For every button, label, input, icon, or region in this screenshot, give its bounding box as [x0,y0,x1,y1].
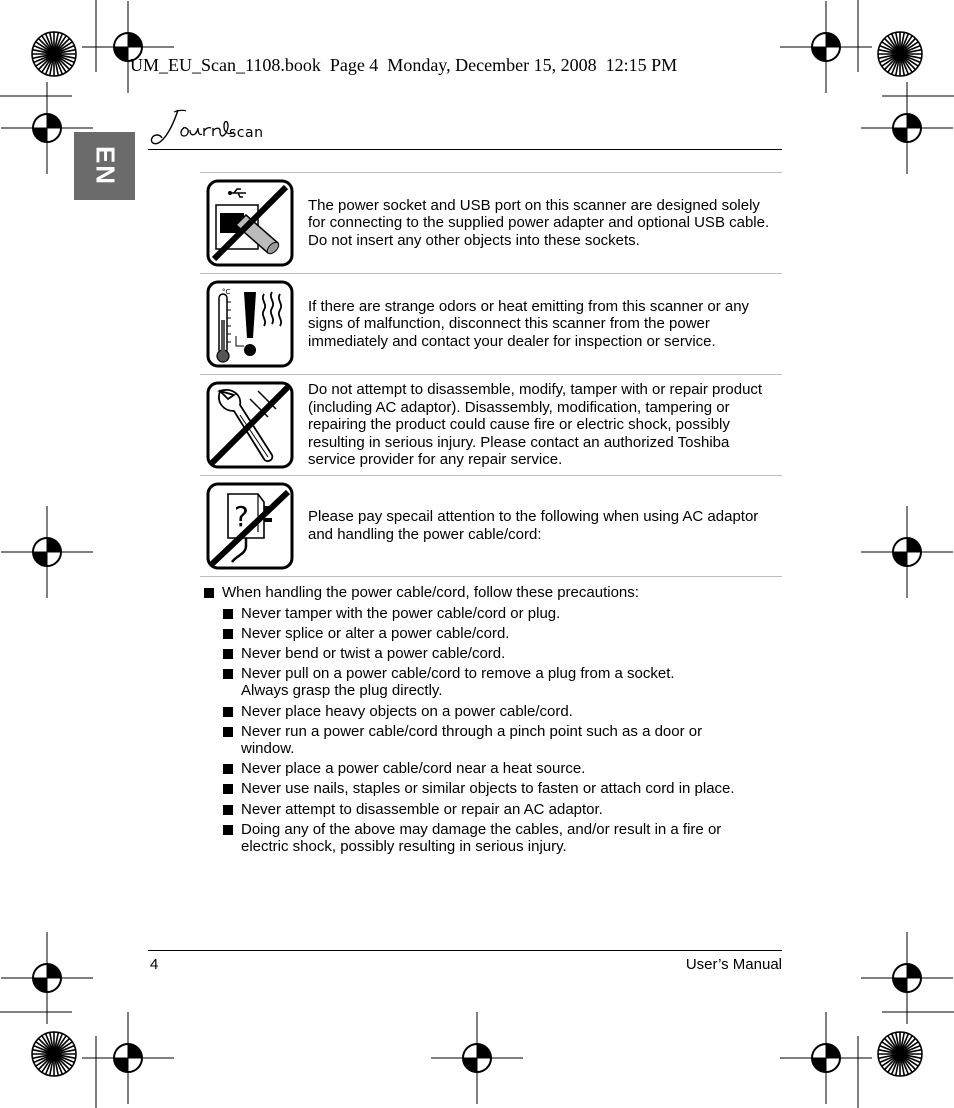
warning-row [200,172,782,273]
square-bullet-icon [223,764,233,774]
svg-text:?: ? [234,500,249,533]
page-number: 4 [150,956,159,973]
footer-title: User’s Manual [685,956,782,973]
svg-text:°C: °C [222,288,231,296]
language-tab-label: EN [90,145,120,187]
header-rule [148,149,782,150]
heat-warning-icon [206,280,294,368]
square-bullet-icon [223,707,233,717]
warning-text: If there are strange odors or heat emitting from this scanner or any signs of malfunction, disconnect this scanner from the power immediately and contact your dealer for inspection or service. [308,297,750,350]
square-bullet-icon [223,629,233,639]
square-bullet-icon [223,825,233,835]
warning-row [200,273,782,374]
warning-row [200,475,782,577]
warning-text: Do not attempt to disassemble, modify, tamper with or repair product (including AC adaptor). Disassembly, modification, tampering or repairing the product could cause fire or electric shock, possibly resulting in serious injury. Please contact an authorized Toshiba service provider for any repair service. [308,381,763,469]
list-item: Never attempt to disassemble or repair an AC adaptor. [204,801,784,819]
warning-table [200,172,782,577]
scan-wordmark: scan [229,125,264,141]
list-item: Never pull on a power cable/cord to remove a plug from a socket. Always grasp the plug directly. [204,665,784,700]
precautions-list [204,584,784,858]
list-item: Never splice or alter a power cable/cord. [204,625,784,643]
warning-text: Please pay specail attention to the following when using AC adaptor and handling the power cable/cord: [308,508,759,543]
print-header: UM_EU_Scan_1108.book Page 4 Monday, December 15, 2008 12:15 PM [130,55,678,75]
no-disassemble-icon [206,381,294,469]
square-bullet-icon [223,649,233,659]
ac-adaptor-caution-icon [206,482,294,570]
language-tab [74,132,135,200]
square-bullet-icon [223,669,233,679]
list-item: Never place heavy objects on a power cable/cord. [204,703,784,721]
list-item: Doing any of the above may damage the cables, and/or result in a fire or electric shock, possibly resulting in serious injury. [204,821,784,856]
square-bullet-icon [223,727,233,737]
warning-text: The power socket and USB port on this scanner are designed solely for connecting to the supplied power adapter and optional USB cable. Do not insert any other objects into these sockets. [308,196,770,249]
list-item: Never tamper with the power cable/cord or plug. [204,605,784,623]
list-item: Never place a power cable/cord near a heat source. [204,760,784,778]
precautions-heading: When handling the power cable/cord, follow these precautions: [204,584,784,602]
list-item: Never use nails, staples or similar objects to fasten or attach cord in place. [204,780,784,798]
square-bullet-icon [223,805,233,815]
warning-row [200,374,782,475]
footer-rule [148,950,782,951]
square-bullet-icon [223,609,233,619]
square-bullet-icon [223,784,233,794]
square-bullet-icon [204,588,214,598]
usb-no-insert-icon [206,179,294,267]
list-item: Never run a power cable/cord through a pinch point such as a door or window. [204,723,784,758]
list-item: Never bend or twist a power cable/cord. [204,645,784,663]
